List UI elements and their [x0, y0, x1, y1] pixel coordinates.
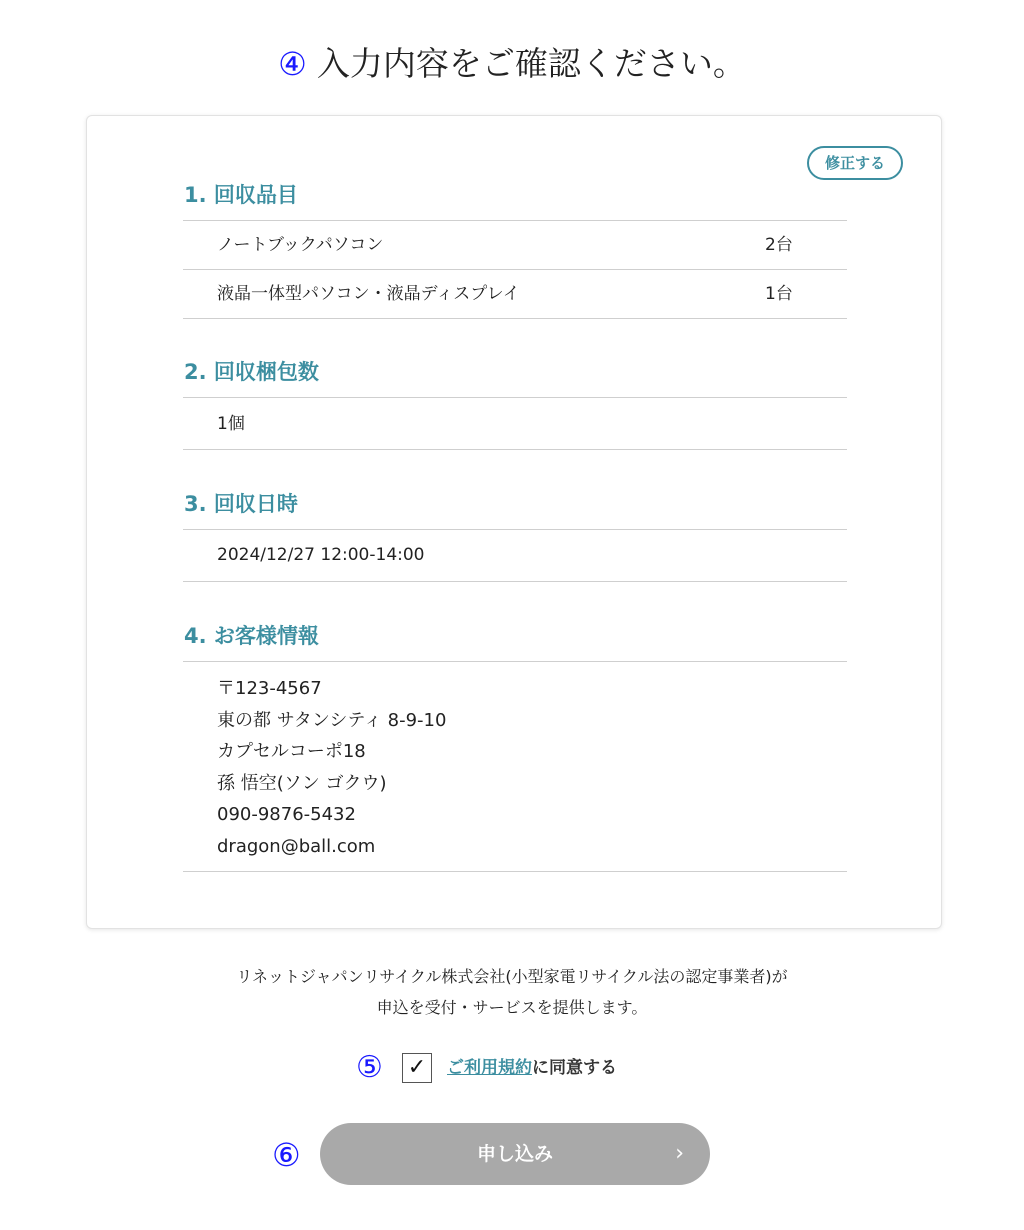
terms-link[interactable]: ご利用規約 — [447, 1058, 532, 1078]
section-title-items: 1. 回収品目 — [184, 183, 298, 207]
terms-label — [447, 1056, 617, 1080]
divider — [183, 871, 847, 872]
terms-suffix: に同意する — [532, 1058, 617, 1078]
edit-button[interactable]: 修正する — [807, 146, 903, 180]
building-line: カプセルコーポ18 — [217, 741, 366, 762]
divider — [183, 318, 847, 319]
phone-number: 090-9876-5432 — [217, 804, 356, 825]
item-name: 液晶一体型パソコン・液晶ディスプレイ — [217, 284, 520, 304]
submit-area — [0, 1123, 1024, 1185]
provider-notice — [0, 961, 1024, 1023]
section-title-package-count: 2. 回収梱包数 — [184, 360, 319, 384]
notice-line: 申込を受付・サービスを提供します。 — [376, 998, 648, 1017]
confirmation-card — [86, 115, 942, 929]
step-marker-6: ⑥ — [272, 1136, 301, 1174]
divider — [183, 449, 847, 450]
divider — [183, 529, 847, 530]
divider — [183, 581, 847, 582]
pickup-datetime-value: 2024/12/27 12:00-14:00 — [217, 545, 425, 565]
page-title: 入力内容をご確認ください。 — [316, 44, 746, 83]
step-marker-5: ⑤ — [356, 1050, 383, 1085]
section-title-customer-info: 4. お客様情報 — [184, 624, 319, 648]
customer-info — [217, 673, 446, 862]
terms-checkbox[interactable] — [402, 1053, 432, 1083]
customer-name: 孫 悟空(ソン ゴクウ) — [217, 772, 387, 794]
terms-agreement — [0, 1050, 1024, 1086]
check-icon: ✓ — [407, 1055, 427, 1080]
submit-button[interactable] — [320, 1123, 710, 1185]
address-line: 東の都 サタンシティ 8-9-10 — [217, 709, 447, 731]
step-marker-4: ④ — [278, 45, 307, 83]
email-address: dragon@ball.com — [217, 835, 376, 857]
submit-label: 申し込み — [476, 1143, 553, 1165]
page-heading — [0, 40, 1024, 88]
postal-code: 〒123-4567 — [217, 678, 322, 699]
package-count-value: 1個 — [217, 414, 245, 434]
divider — [183, 661, 847, 662]
divider — [183, 269, 847, 270]
item-name: ノートブックパソコン — [217, 235, 384, 255]
chevron-right-icon: › — [675, 1141, 684, 1166]
section-title-pickup-datetime: 3. 回収日時 — [184, 492, 298, 516]
divider — [183, 397, 847, 398]
item-qty: 2台 — [765, 235, 793, 255]
notice-line: リネットジャパンリサイクル株式会社(小型家電リサイクル法の認定事業者)が — [236, 967, 788, 986]
divider — [183, 220, 847, 221]
item-qty: 1台 — [765, 284, 793, 304]
